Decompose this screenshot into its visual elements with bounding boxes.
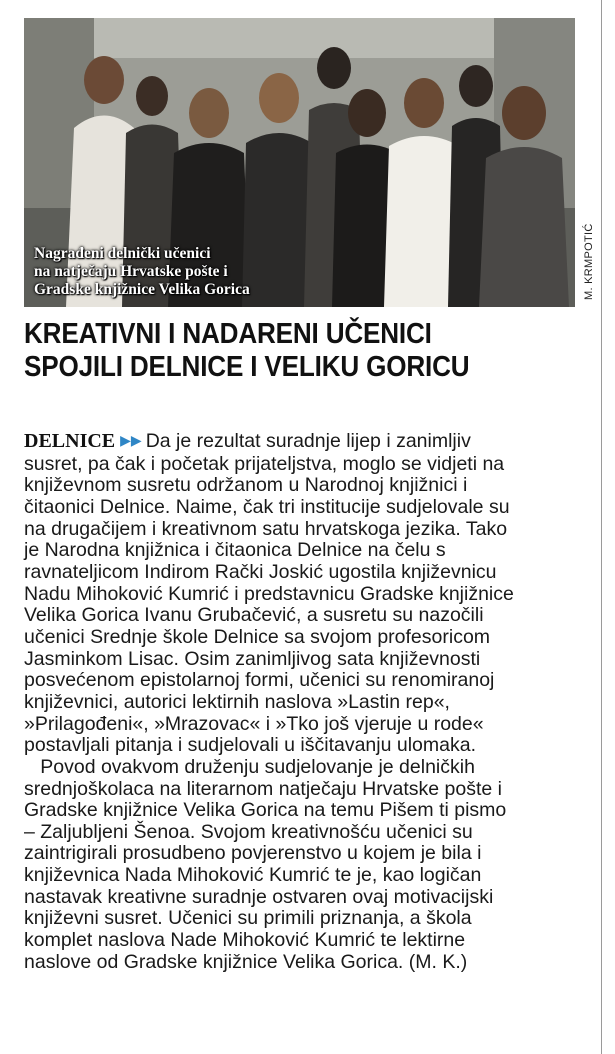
double-arrow-icon: ▶▶ [120,432,142,448]
body-line: na drugačijem i kreativnom satu hrvatskoga jezika. Tako [24,517,508,540]
body-line: književnica Nada Mihoković Kumrić te je, kao logičan [24,864,482,887]
body-line: čitaonici Delnice. Naime, čak tri institucije sudjelovale su [24,495,510,518]
photo-caption [34,245,250,299]
body-line: »Prilagođeni«, »Mrazovac« i »Tko još vjeruje u rode« [24,712,484,735]
dateline: DELNICE [24,430,116,452]
body-line: posvećenom epistolarnoj formi, učenici su renomiranoj [24,669,495,692]
first-line [24,431,604,454]
photo-credit: M. KRMPOTIĆ [583,223,595,300]
body-line: Gradske knjižnice Velika Gorica na temu Pišem ti pismo [24,799,507,822]
body-line: komplet naslova Nade Mihoković Kumrić te lektirne [24,929,466,952]
caption-line: Nagrađeni delnički učenici [34,245,211,262]
body-line: Jasminkom Lisac. Osim zanimljivog sata književnosti [24,647,481,670]
article-headline [24,318,528,384]
body-line: Velika Gorica Ivanu Grubačević, a susretu su nazočili [24,604,484,627]
article-body [24,431,604,973]
body-line: postavljali pitanja i sudjelovali u iščitavanju ulomaka. [24,734,476,757]
body-line: je Narodna knjižnica i čitaonica Delnice na čelu s [24,539,446,562]
body-line: književni susret. Učenici su primili priznanja, a škola [24,907,472,930]
body-line: učenici Srednje škole Delnice sa svojom profesoricom [24,625,491,648]
body-line: književnom susretu održanom u Narodnoj knjižnici i [24,474,468,497]
body-line: – Zaljubljeni Šenoa. Svojom kreativnošću učenici su [24,820,473,843]
body-line: susret, pa čak i početak prijateljstva, moglo se vidjeti na [24,452,505,475]
body-line: Povod ovakvom druženju sudjelovanje je delničkih [24,755,475,778]
body-line: srednjoškolaca na literarnom natječaju Hrvatske pošte i [24,777,502,800]
headline-line: KREATIVNI I NADARENI UČENICI [24,318,432,350]
body-line: naslove od Gradske knjižnice Velika Gorica. (M. K.) [24,950,468,973]
body-line: Nadu Mihoković Kumrić i predstavnicu Gradske knjižnice [24,582,514,605]
caption-line: Gradske knjižnice Velika Gorica [34,281,250,298]
body-line: zaintrigirali prosudbeno povjerenstvo u kojem je bila i [24,842,482,865]
body-line: književnici, autorici lektirnih naslova »Lastin rep«, [24,690,450,713]
article-photo [24,18,575,307]
body-line: nastavak kreativne suradnje ostvaren ovaj motivacijski [24,885,494,908]
headline-line: SPOJILI DELNICE I VELIKU GORICU [24,351,470,383]
caption-line: na natječaju Hrvatske pošte i [34,263,228,280]
body-line: ravnateljicom Indirom Rački Joskić ugostila književnicu [24,560,497,583]
body-line: Da je rezultat suradnje lijep i zanimljiv [145,430,471,452]
